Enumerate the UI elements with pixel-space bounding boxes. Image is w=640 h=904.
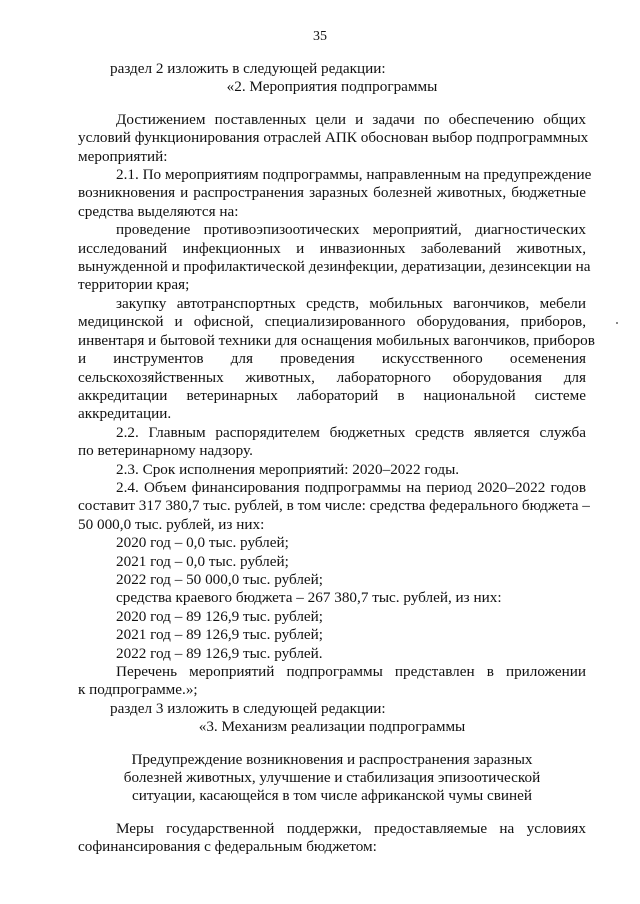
text-line: 2020 год – 0,0 тыс. рублей; — [116, 534, 289, 552]
text-line: по ветеринарному надзору. — [78, 442, 253, 460]
text-line: раздел 2 изложить в следующей редакции: — [110, 60, 386, 77]
text-line: аккредитации ветеринарных лабораторий в национальной системе — [78, 386, 586, 404]
text-line: инвентаря и бытовой техники для оснащения мобильных вагончиков, приборов — [78, 331, 595, 349]
text-line: 2.3. Срок исполнения мероприятий: 2020–2022 годы. — [116, 460, 460, 478]
text-line: 2020 год – 89 126,9 тыс. рублей; — [116, 607, 324, 625]
text-line: Перечень мероприятий подпрограммы представлен в приложении — [116, 663, 586, 680]
text-line: закупку автотранспортных средств, мобильных вагончиков, мебели — [116, 294, 586, 312]
page-number: 35 — [313, 29, 327, 44]
subsection-heading: Предупреждение возникновения и распространения заразных — [131, 750, 533, 768]
text-line: условий функционирования отраслей АПК обоснован выбор подпрограммных — [78, 129, 589, 147]
text-line: 2022 год – 89 126,9 тыс. рублей. — [116, 644, 323, 662]
text-line: и инструментов для проведения искусственного осеменения — [78, 350, 586, 368]
text-line: возникновения и распространения заразных болезней животных, бюджетные — [78, 184, 586, 202]
text-line: составит 317 380,7 тыс. рублей, в том числе: средства федерального бюджета – — [78, 497, 590, 515]
text-line: к подпрограмме.»; — [78, 681, 198, 699]
text-line: 2021 год – 89 126,9 тыс. рублей; — [116, 626, 324, 644]
scan-mark — [616, 322, 618, 324]
text-line: средства краевого бюджета – 267 380,7 тыс. рублей, из них: — [116, 589, 502, 607]
text-line: 2022 год – 50 000,0 тыс. рублей; — [116, 570, 324, 588]
text-line: софинансирования с федеральным бюджетом: — [78, 838, 377, 856]
text-line: исследований инфекционных и инвазионных заболеваний животных, — [78, 239, 586, 257]
text-line: медицинской и офисной, специализированного оборудования, приборов, — [78, 313, 586, 331]
section-heading: «2. Мероприятия подпрограммы — [226, 78, 438, 96]
section-heading: «3. Механизм реализации подпрограммы — [198, 718, 466, 736]
text-line: 2021 год – 0,0 тыс. рублей; — [116, 552, 289, 570]
text-line: Достижением поставленных цели и задачи по обеспечению общих — [116, 110, 586, 128]
text-line: 2.2. Главным распорядителем бюджетных средств является служба — [116, 423, 586, 441]
text-line: вынужденной и профилактической дезинфекции, дератизации, дезинсекции на — [78, 258, 591, 276]
text-line: мероприятий: — [78, 147, 168, 165]
text-line: 2.4. Объем финансирования подпрограммы на период 2020–2022 годов — [116, 478, 586, 496]
text-line: 2.1. По мероприятиям подпрограммы, направленным на предупреждение — [116, 166, 592, 184]
text-line: 50 000,0 тыс. рублей, из них: — [78, 515, 265, 533]
text-line: проведение противоэпизоотических мероприятий, диагностических — [116, 221, 586, 239]
subsection-heading: ситуации, касающейся в том числе африканской чумы свиней — [131, 787, 532, 805]
text-line: сельскохозяйственных животных, лабораторного оборудования для — [78, 368, 586, 386]
text-line: территории края; — [78, 276, 190, 294]
subsection-heading: болезней животных, улучшение и стабилизация эпизоотической — [123, 769, 541, 787]
document-body — [78, 60, 595, 857]
text-line: раздел 3 изложить в следующей редакции: — [110, 699, 386, 717]
text-line: средства выделяются на: — [78, 202, 239, 220]
text-line: Меры государственной поддержки, предоставляемые на условиях — [116, 819, 586, 837]
text-line: аккредитации. — [78, 405, 172, 423]
